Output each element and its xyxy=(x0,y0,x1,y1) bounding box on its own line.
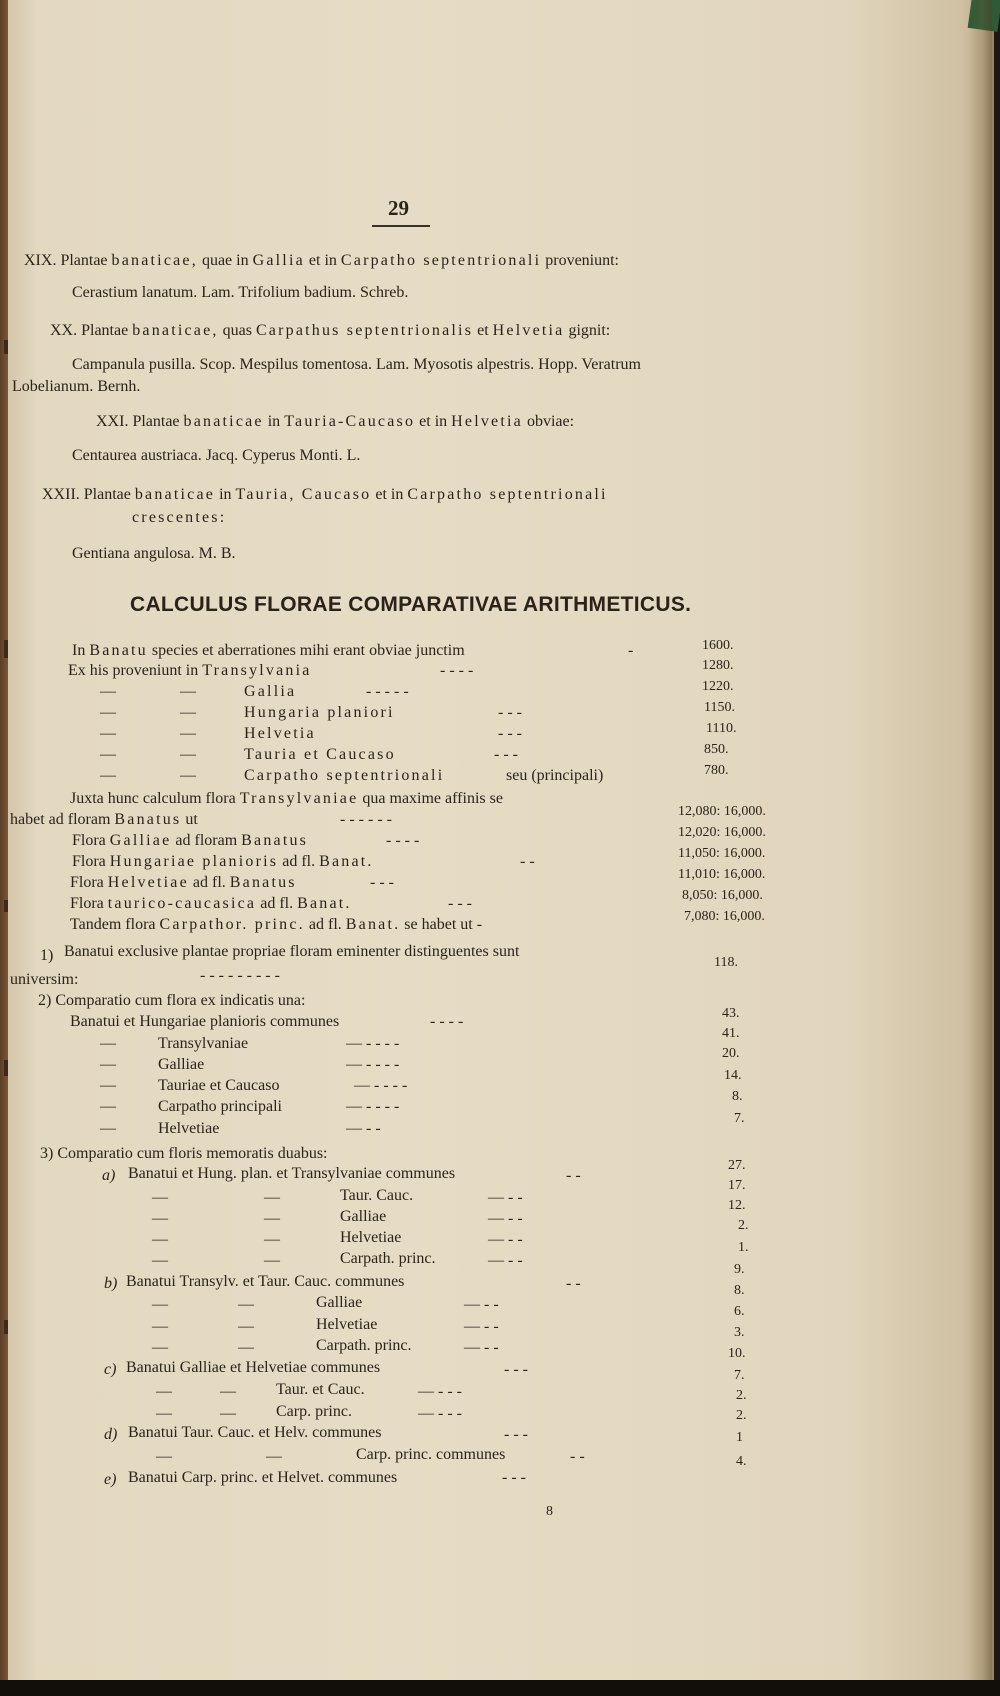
comp-3-row: Carp. princ. xyxy=(276,1403,352,1420)
calc-juxta-line2 xyxy=(10,810,198,830)
title-spaced: Carpathus septentrionalis xyxy=(255,322,474,339)
calc-ratio: 12,080: 16,000. xyxy=(678,804,766,819)
title-spaced: banaticae xyxy=(183,413,264,430)
title-part: et xyxy=(477,322,489,339)
row-spaced: Banatus xyxy=(114,811,182,828)
calc-row-transylvania xyxy=(68,661,312,681)
calc-dash-col2: — xyxy=(266,1448,282,1465)
row-text: Flora xyxy=(70,895,104,912)
calc-dash-col2: — xyxy=(180,725,196,742)
row-spaced: Banatu xyxy=(89,642,148,659)
calc-leader: - - xyxy=(566,1167,581,1184)
signature-mark: 8 xyxy=(546,1504,553,1519)
row-spaced: Hungariae planioris xyxy=(109,853,279,870)
calc-dash-col1: — xyxy=(100,1035,116,1052)
title-spaced: banaticae xyxy=(134,486,216,503)
section-xix-title xyxy=(24,251,619,271)
comp-value: 8. xyxy=(734,1283,745,1298)
calc-dash-col2: — xyxy=(180,683,196,700)
row-text: ad fl. xyxy=(282,853,316,870)
row-text: Flora xyxy=(70,874,104,891)
title-part: Plantae xyxy=(81,322,129,339)
calc-leader: - - - - - - - - - xyxy=(200,967,280,984)
comp-2-title: 2) Comparatio cum flora ex indicatis una: xyxy=(38,992,306,1009)
calc-dash-col1: — xyxy=(152,1252,168,1269)
calc-ratio: 11,050: 16,000. xyxy=(678,846,766,861)
row-text: Juxta hunc calculum flora xyxy=(70,790,236,807)
calc-leader: - - - xyxy=(498,704,522,721)
calc-ratio: 11,010: 16,000. xyxy=(678,867,766,882)
title-spaced: Tauria, Caucaso xyxy=(235,486,372,503)
comp-value: 10. xyxy=(728,1346,746,1361)
row-text: In xyxy=(72,642,86,659)
row-text: ad floram xyxy=(175,832,238,849)
section-xix-body: Cerastium lanatum. Lam. Trifolium badium. Schreb. xyxy=(72,284,409,301)
comp-3-row: Carpath. princ. xyxy=(340,1250,436,1267)
comp-3-row: Carpath. princ. xyxy=(316,1337,412,1354)
calc-dash-col2: — xyxy=(220,1383,236,1400)
calc-dash-col2: — xyxy=(180,704,196,721)
row-text: ad fl. xyxy=(308,916,342,933)
comp-label-a: a) xyxy=(102,1167,116,1184)
title-spaced: Tauria-Caucaso xyxy=(284,413,416,430)
row-text: Flora xyxy=(72,853,106,870)
title-part: et in xyxy=(419,413,448,430)
row-spaced: taurico-caucasica xyxy=(107,895,257,912)
calc-value: 850. xyxy=(704,742,729,757)
title-part: in xyxy=(267,413,281,430)
section-xxii-body: Gentiana angulosa. M. B. xyxy=(72,545,236,562)
calc-leader: — - - xyxy=(464,1318,499,1335)
row-text: Ex his proveniunt in xyxy=(68,662,199,679)
title-part: in xyxy=(219,486,232,503)
comp-value: 14. xyxy=(724,1068,742,1083)
calc-value: 1150. xyxy=(704,700,735,715)
title-part: obviae: xyxy=(526,413,575,430)
comp-value: 6. xyxy=(734,1304,745,1319)
comp-3-row: Banatui Transylv. et Taur. Cauc. communes xyxy=(126,1273,405,1290)
comp-value: 17. xyxy=(728,1178,746,1193)
calc-dash-col1: — xyxy=(152,1210,168,1227)
row-spaced: Banat. xyxy=(297,895,352,912)
comp-3-row: Taur. Cauc. xyxy=(340,1187,414,1204)
comp-value: 7. xyxy=(734,1111,745,1126)
calc-region: Hungaria planiori xyxy=(244,704,395,721)
calc-value: 780. xyxy=(704,763,729,778)
calc-leader: - - - - xyxy=(386,832,420,849)
comp-value: 3. xyxy=(734,1325,745,1340)
calc-value: 1110. xyxy=(706,721,737,736)
row-spaced: Carpathor. princ. xyxy=(159,916,305,933)
comp-label-c: c) xyxy=(104,1361,117,1378)
title-spaced: Helvetia xyxy=(492,322,565,339)
row-spaced: Banat. xyxy=(319,853,374,870)
comp-1-cont: universim: xyxy=(10,971,79,988)
title-part: proveniunt: xyxy=(545,252,619,269)
calc-dash-col2: — xyxy=(220,1405,236,1422)
comp-3-row: Helvetiae xyxy=(316,1316,378,1333)
comp-3-row: Banatui Galliae et Helvetiae communes xyxy=(126,1359,381,1376)
title-spaced: Helvetia xyxy=(451,413,523,430)
calc-ratio: 7,080: 16,000. xyxy=(684,909,765,924)
calc-leader: — - - xyxy=(488,1252,523,1269)
comp-value: 4. xyxy=(736,1454,747,1469)
comp-value: 2. xyxy=(736,1408,747,1423)
row-spaced: Helvetiae xyxy=(107,874,189,891)
comp-3-title: 3) Comparatio cum floris memoratis duabus: xyxy=(40,1145,328,1162)
calc-leader: — - - - - xyxy=(346,1035,400,1052)
row-spaced: Transylvania xyxy=(202,662,312,679)
calc-dash-col1: — xyxy=(152,1231,168,1248)
comp-2-row: Galliae xyxy=(158,1056,205,1073)
row-spaced: Banatus xyxy=(241,832,309,849)
calc-value: 1280. xyxy=(702,658,734,673)
comp-value: 1. xyxy=(738,1240,749,1255)
row-text: qua maxime affinis se xyxy=(362,790,503,807)
comp-value: 2. xyxy=(736,1388,747,1403)
calc-dash-col1: — xyxy=(152,1318,168,1335)
calc-value: 1220. xyxy=(702,679,734,694)
comp-2-row: Helvetiae xyxy=(158,1120,220,1137)
calc-leader: - - - - - - xyxy=(340,811,392,828)
calc-dash-col2: — xyxy=(238,1318,254,1335)
calc-dash-col1: — xyxy=(152,1189,168,1206)
calc-leader: - - xyxy=(570,1448,585,1465)
calc-juxta-line1 xyxy=(70,789,503,809)
calc-leader: - - - xyxy=(370,874,394,891)
comp-label-b: b) xyxy=(104,1275,118,1292)
calc-leader: - - - xyxy=(448,895,472,912)
title-part: quas xyxy=(222,322,252,339)
calc-dash-col1: — xyxy=(100,1098,116,1115)
title-spaced: banaticae, xyxy=(111,252,198,269)
comp-2-row: Transylvaniae xyxy=(158,1035,249,1052)
comp-2-row: Carpatho principali xyxy=(158,1098,282,1115)
comp-value: 12. xyxy=(728,1198,746,1213)
comp-value: 1 xyxy=(736,1430,743,1445)
calc-flora-row xyxy=(70,894,352,914)
row-spaced: Banat. xyxy=(345,916,401,933)
calc-dash-col1: — xyxy=(152,1296,168,1313)
title-part: et in xyxy=(375,486,404,503)
calc-dash-col1: — xyxy=(100,704,116,721)
section-numeral: XIX. xyxy=(24,252,57,269)
calc-leader: — - - xyxy=(488,1189,523,1206)
calc-region: Carpatho septentrionali xyxy=(244,767,445,784)
row-text: ut xyxy=(185,811,198,828)
page-number: 29 xyxy=(388,196,409,220)
comp-label-d: d) xyxy=(104,1426,118,1443)
calc-dash-col2: — xyxy=(264,1210,280,1227)
scan-bottom-edge xyxy=(0,1680,1000,1696)
calc-leader: — - - xyxy=(464,1339,499,1356)
calc-dash-col1: — xyxy=(100,1077,116,1094)
title-spaced: Carpatho septentrionali xyxy=(340,252,542,269)
title-part: et in xyxy=(308,252,337,269)
section-numeral: XXII. xyxy=(42,486,80,503)
comp-2-row: Banatui et Hungariae planioris communes xyxy=(70,1013,340,1030)
calc-value: 1600. xyxy=(702,638,734,653)
title-part: gignit: xyxy=(568,322,611,339)
calc-dash-col2: — xyxy=(238,1296,254,1313)
comp-label-e: e) xyxy=(104,1471,117,1488)
page-edge-shadow xyxy=(968,0,992,1680)
comp-value: 118. xyxy=(714,955,738,970)
comp-2-row: Tauriae et Caucaso xyxy=(158,1077,280,1094)
calc-dash-col2: — xyxy=(264,1231,280,1248)
calc-row-dash: - xyxy=(628,642,634,659)
row-spaced: Galliae xyxy=(109,832,172,849)
calc-ratio: 8,050: 16,000. xyxy=(682,888,763,903)
comp-1-num: 1) xyxy=(40,947,54,964)
calc-leader: - - - xyxy=(502,1469,526,1486)
calc-leader: — - - xyxy=(346,1120,381,1137)
calc-dash-col2: — xyxy=(264,1252,280,1269)
calc-leader: — - - - - xyxy=(346,1056,400,1073)
calc-leader: - - xyxy=(520,853,535,870)
calc-flora-row xyxy=(70,873,297,893)
title-spaced: Carpatho septentrionali xyxy=(407,486,608,503)
section-numeral: XX. xyxy=(50,322,78,339)
comp-3-row: Banatui Carp. princ. et Helvet. communes xyxy=(128,1469,398,1486)
title-spaced: banaticae, xyxy=(132,322,219,339)
row-text: habet ad floram xyxy=(10,811,111,828)
row-spaced: Banatus xyxy=(229,874,297,891)
comp-value: 2. xyxy=(738,1218,749,1233)
calc-dash-col2: — xyxy=(180,746,196,763)
title-part: quae in xyxy=(201,252,249,269)
calc-leader: — - - xyxy=(464,1296,499,1313)
comp-value: 27. xyxy=(728,1158,746,1173)
section-xx-title xyxy=(50,321,610,341)
calc-leader: — - - - - xyxy=(346,1098,400,1115)
calc-leader: - - xyxy=(566,1275,581,1292)
calc-dash-col1: — xyxy=(100,1120,116,1137)
comp-value: 9. xyxy=(734,1262,745,1277)
calc-flora-row xyxy=(70,915,482,935)
comp-3-row: Banatui et Hung. plan. et Transylvaniae communes xyxy=(128,1165,456,1182)
comp-value: 8. xyxy=(732,1089,743,1104)
calc-flora-row xyxy=(72,852,374,872)
calc-leader: - - - - - xyxy=(366,683,409,700)
calc-leader: - - - - xyxy=(440,662,474,679)
comp-3-row: Galliae xyxy=(340,1208,387,1225)
section-numeral: XXI. xyxy=(96,413,129,430)
row-text: ad fl. xyxy=(192,874,226,891)
comp-3-row: Banatui Taur. Cauc. et Helv. communes xyxy=(128,1424,382,1441)
comp-3-row: Taur. et Cauc. xyxy=(276,1381,365,1398)
calc-leader: - - - - xyxy=(430,1013,464,1030)
calc-dash-col1: — xyxy=(100,1056,116,1073)
section-xxii-title-cont: crescentes: xyxy=(132,509,227,526)
calc-dash-col1: — xyxy=(100,767,116,784)
comp-1-text: Banatui exclusive plantae propriae floram eminenter distinguentes sunt xyxy=(64,943,520,960)
calc-row-banatus xyxy=(72,641,465,661)
comp-value: 43. xyxy=(722,1006,740,1021)
calc-dash-col1: — xyxy=(100,683,116,700)
calc-leader: - - - xyxy=(504,1361,528,1378)
calc-leader: — - - - xyxy=(418,1383,462,1400)
calc-dash-col1: — xyxy=(100,746,116,763)
section-xxii-title xyxy=(42,485,608,505)
calc-leader: — - - - xyxy=(418,1405,462,1422)
calc-region: Tauria et Caucaso xyxy=(244,746,396,763)
title-part: Plantae xyxy=(60,252,108,269)
row-spaced: Transylvaniae xyxy=(239,790,359,807)
calculus-heading: CALCULUS FLORAE COMPARATIVAE ARITHMETICUS. xyxy=(130,593,692,616)
section-xxi-title xyxy=(96,412,574,432)
calc-region-note: seu (principali) xyxy=(506,767,604,784)
title-spaced: Gallia xyxy=(252,252,305,269)
row-text: Flora xyxy=(72,832,106,849)
calc-dash-col1: — xyxy=(152,1339,168,1356)
title-part: Plantae xyxy=(132,413,180,430)
calc-leader: - - - xyxy=(504,1426,528,1443)
row-text: ad fl. xyxy=(260,895,294,912)
comp-3-row: Carp. princ. communes xyxy=(356,1446,506,1463)
section-xx-body-line1: Campanula pusilla. Scop. Mespilus tomentosa. Lam. Myosotis alpestris. Hopp. Veratrum xyxy=(72,356,641,373)
title-part: Plantae xyxy=(83,486,131,503)
row-text: se habet ut - xyxy=(404,916,483,933)
calc-leader: — - - - - xyxy=(354,1077,408,1094)
calc-dash-col1: — xyxy=(156,1448,172,1465)
calc-dash-col1: — xyxy=(156,1405,172,1422)
calc-region: Helvetia xyxy=(244,725,316,742)
page-number-rule xyxy=(372,225,430,227)
calc-dash-col1: — xyxy=(156,1383,172,1400)
calc-dash-col2: — xyxy=(238,1339,254,1356)
calc-flora-row xyxy=(72,831,308,851)
comp-value: 20. xyxy=(722,1046,740,1061)
calc-leader: - - - xyxy=(498,725,522,742)
comp-value: 41. xyxy=(722,1026,740,1041)
calc-leader: — - - xyxy=(488,1231,523,1248)
section-xxi-body: Centaurea austriaca. Jacq. Cyperus Monti. L. xyxy=(72,447,361,464)
comp-3-row: Galliae xyxy=(316,1294,363,1311)
calc-leader: — - - xyxy=(488,1210,523,1227)
calc-ratio: 12,020: 16,000. xyxy=(678,825,766,840)
comp-value: 7. xyxy=(734,1368,745,1383)
comp-3-row: Helvetiae xyxy=(340,1229,402,1246)
calc-dash-col1: — xyxy=(100,725,116,742)
section-xx-body-line2: Lobelianum. Bernh. xyxy=(12,378,141,395)
calc-dash-col2: — xyxy=(180,767,196,784)
calc-leader: - - - xyxy=(494,746,518,763)
row-text: Tandem flora xyxy=(70,916,156,933)
calc-dash-col2: — xyxy=(264,1189,280,1206)
row-text: species et aberrationes mihi erant obviae junctim xyxy=(151,642,465,659)
calc-region: Gallia xyxy=(244,683,297,700)
